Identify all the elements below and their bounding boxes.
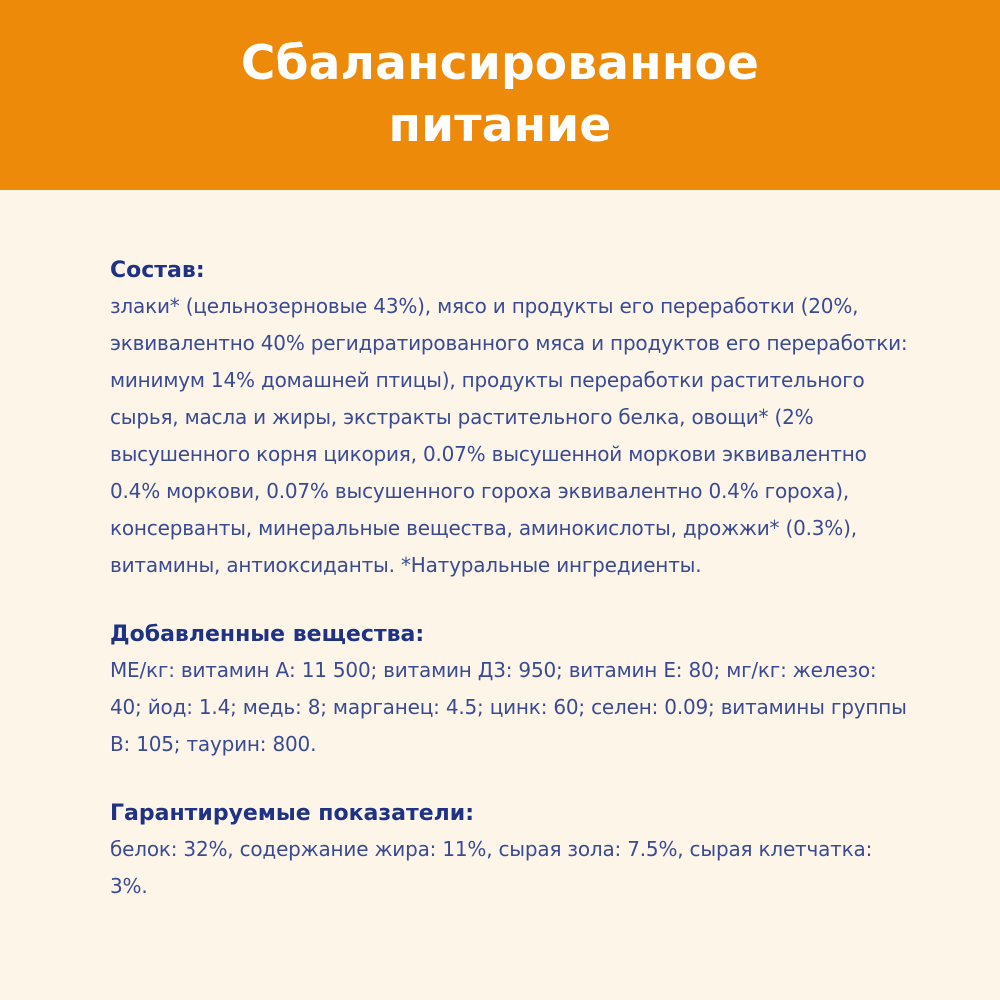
page-title: Сбалансированное питание — [240, 36, 760, 153]
additives-section — [110, 618, 910, 763]
guaranteed-values-heading: Гарантируемые показатели: — [110, 801, 475, 826]
main-content — [110, 254, 910, 905]
additives-text: МЕ/кг: витамин А: 11 500; витамин Д3: 950; витамин Е: 80; мг/кг: железо: 40; йод: 1.4; медь: 8; марганец: 4.5; цинк: 60; селен: 0.09; витамины группы В: 105; таурин: 800. — [110, 658, 907, 756]
composition-text: злаки* (цельнозерновые 43%), мясо и продукты его переработки (20%, эквивалентно 40% регидратированного мяса и продуктов его переработки: минимум 14% домашней птицы), продукты переработки растительного сырья, масла и жиры, экстракты растительного белка, овощи* (2% высушенного корня цикория, 0.07% высушенной моркови эквивалентно 0.4% моркови, 0.07% высушенного гороха эквивалентно 0.4% гороха), консерванты, минеральные вещества, аминокислоты, дрожжи* (0.3%), витамины, антиоксиданты. *Натуральные ингредиенты. — [110, 294, 908, 577]
header-banner — [0, 0, 1000, 190]
composition-heading: Состав: — [110, 258, 205, 283]
additives-heading: Добавленные вещества: — [110, 622, 425, 647]
guaranteed-values-text: белок: 32%, содержание жира: 11%, сырая зола: 7.5%, сырая клетчатка: 3%. — [110, 837, 873, 898]
composition-section — [110, 254, 910, 584]
guaranteed-values-section — [110, 797, 910, 905]
